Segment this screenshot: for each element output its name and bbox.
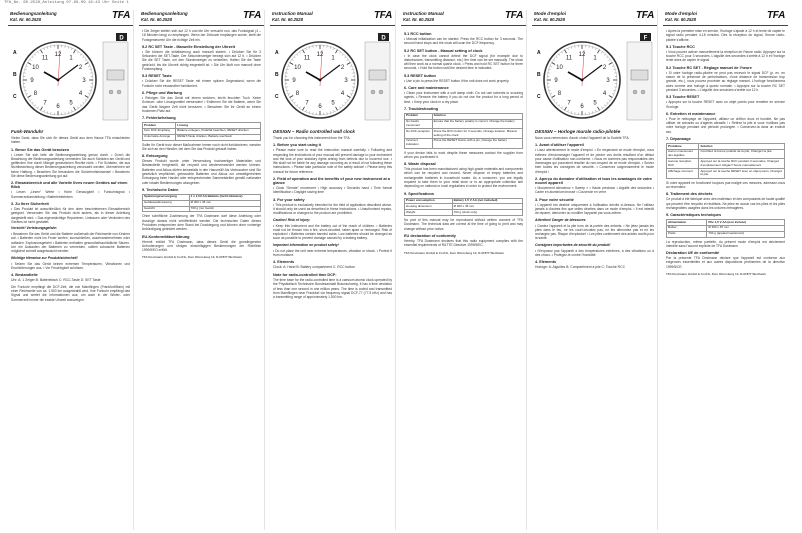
table-cell: 1 x 1,5V AA Batterie (nicht inklusive) xyxy=(189,194,260,200)
column-body xyxy=(139,26,264,259)
clock-numeral: 5 xyxy=(69,100,73,107)
section-heading: 9. Technische Daten xyxy=(142,187,179,192)
info-table xyxy=(666,219,785,237)
clock-numeral: 7 xyxy=(305,100,309,107)
paragraph: • In case the clock cannot detect the DCF signal (for example due to disturbances, transmitting distance, etc.) the time can be set manually. The clock will then work as a normal quartz clock. • Press and hold RC SET button for three seconds. • Hold the button until the desired time is indicated. xyxy=(404,53,523,71)
info-table xyxy=(142,122,261,140)
clock-numeral: 10 xyxy=(294,65,301,72)
column-title: Instruction Manual xyxy=(272,11,313,16)
manual-column xyxy=(663,10,788,530)
section-heading: 9. Caractéristiques techniques xyxy=(666,213,722,218)
clock-numeral: 7 xyxy=(43,100,47,107)
column-body xyxy=(270,26,395,299)
table-cell: Ø 300 x 45 mm xyxy=(452,204,522,210)
info-table xyxy=(404,113,523,149)
set-button xyxy=(641,90,645,94)
clock-illustration xyxy=(273,32,392,125)
table-cell: Lösung xyxy=(176,123,261,129)
table-row xyxy=(667,149,785,159)
column-body xyxy=(8,26,133,302)
info-table xyxy=(142,194,261,212)
paragraph: Nous vous remercions d'avoir choisi l'appareil de la Société TFA. xyxy=(535,136,630,140)
part-label-c: C xyxy=(275,94,279,100)
paragraph: • Vous pouvez activer manuellement la réception de l'heure radio. Appuyez sur la touche RCC pour 3 secondes. L'aiguille des secondes s'arrête à 12 h et l'horloge tente alors de capter le signal. xyxy=(666,49,785,63)
section-heading: 3. Pour votre sécurité xyxy=(535,197,574,202)
table-cell: Gewicht xyxy=(143,206,190,212)
paragraph: Ce produit a été fabriqué avec des matériaux et des composants de haute qualité qui peuvent être recyclés et réutilisés. Ne jetez en aucun cas les piles et les piles rechargeables usagées dans les ordures ménagères. xyxy=(666,197,785,210)
set-button xyxy=(117,90,121,94)
model-number: Kat. Nr. 60.2528 xyxy=(534,17,565,22)
part-label-c: C xyxy=(537,94,541,100)
manual-column xyxy=(401,10,527,530)
table-cell: 700 g (appareil seulement) xyxy=(707,231,785,237)
warning-heading: Attention! Danger de blessures: xyxy=(535,217,587,222)
part-label-b: B xyxy=(537,72,541,78)
clock-numeral: 4 xyxy=(340,91,345,98)
table-cell: Aucune réception DCF xyxy=(667,159,699,169)
table-cell: Problem xyxy=(405,113,433,119)
column-header xyxy=(532,10,657,26)
clock-numeral: 1 xyxy=(593,55,597,62)
table-row xyxy=(143,134,261,140)
table-row xyxy=(667,169,785,179)
paragraph: • Gardez l'appareil et la pile hors de la portée des enfants. • Ne jetez jamais les piles dans le feu, ne les court-circuitez pas, ne les démontez pas et ne les rechargez pas. Risque d'explosion! • Les piles contiennent des acides nocifs pour la santé. xyxy=(535,223,654,241)
paragraph: • Manual initialization can be started. Press the RCC button for 3 seconds. The second hand stops and the clock will scan the DCF frequency. xyxy=(404,37,523,46)
warning-heading: Wichtige Hinweise zur Produktsicherheit! xyxy=(11,255,78,260)
section-heading: 7. Fehlerbehebung xyxy=(142,116,176,121)
paragraph: Dieses Produkt wurde unter Verwendung hochwertiger Materialien und Bestandteile hergestellt, die recycelt und wiederverwendet werden können. Batterien und Akkus dürfen keinesfalls in den Hausmüll! Als Verbraucher sind Sie gesetzlich verpflichtet, gebrauchte Batterien und Akkus zur umweltgerechten Entsorgung beim Handel oder entsprechenden Sammelstellen gemäß nationaler oder lokaler Bestimmungen abzugeben. xyxy=(142,159,261,185)
paragraph: • Lesen „Lesen“ Werte • Hohe Genauigkeit • Funkuhrsignal • Sommerzeitumstellung • Batteriebetrieben xyxy=(11,190,130,199)
clock-numeral: 12 xyxy=(54,52,62,59)
clock-back-panel xyxy=(627,42,652,120)
brand-logo: TFA xyxy=(112,10,130,21)
table-cell: 700 g (clock only) xyxy=(452,210,522,216)
pdf-header: TFA_No. 60.2528_Anleitung 07.09.09 16:43 Uhr Seite 1 xyxy=(4,1,129,5)
paragraph: • This product is exclusively intended for the field of application described above. It should only be used as described in these instructions. • Unauthorised repairs, modifications or changes to the product are prohibited. xyxy=(273,202,392,216)
column-header xyxy=(8,10,133,26)
clock-numeral: 3 xyxy=(344,78,348,85)
column-body xyxy=(401,26,526,255)
table-cell: Poids xyxy=(667,231,707,237)
paragraph: Vielen Dank, dass Sie sich für dieses Gerät aus dem Hause TFA entschieden haben. xyxy=(11,136,130,145)
clock-numeral: 11 xyxy=(565,55,573,62)
part-label-a: A xyxy=(275,50,279,56)
company-footer: TFA Dostmann GmbH & Co.KG, Zum Ottersberg 12, D-97877 Wertheim xyxy=(142,255,243,260)
clock-hub xyxy=(319,79,322,82)
clock-back-panel xyxy=(365,42,390,120)
paragraph: Par la présente TFA Dostmann déclare que l'appareil est conforme aux exigences essentielles et aux autres dispositions pertinentes de la directive 1999/5/CE. xyxy=(666,256,785,269)
table-cell: Appuyez sur la touche RCC pendant 3 secondes, Changez d'emplacement, Réglez l'heure manuellement xyxy=(699,159,785,169)
clock-numeral: 4 xyxy=(602,91,607,98)
table-cell: Press the RESET button with a pin, Change the battery xyxy=(432,138,522,148)
clock-numeral: 2 xyxy=(340,65,345,72)
brand-logo: TFA xyxy=(374,10,392,21)
table-cell: Housing dimension xyxy=(405,204,453,210)
paragraph: • Sie können die Initialisierung auch manuell starten. • Drücken Sie für 3 Sekunden die SET-Taste. Der Sekundenzeiger bewegt sich auf 12 h. • Drücken Sie die SET Taste, um den Stundenzeiger zu verstellen. Halten Sie die Taste gedrückt, bis die Uhrzeit richtig eingestellt ist. • Die Uhr läuft nun manuell ohne Funkempfang. xyxy=(142,49,261,72)
clock-svg xyxy=(535,32,654,125)
section-heading: 4. Bestandteile xyxy=(11,273,38,278)
clock-numeral: 8 xyxy=(33,91,38,98)
model-number: Kat. Nr. 60.2528 xyxy=(403,17,434,22)
paragraph: • Clock “Senate” movement • High accuracy • Seconds hand • Time format identification • Daylight saving time xyxy=(273,186,392,195)
document-heading: DESIGN – Horloge murale radio-pilotée xyxy=(535,129,621,134)
table-row xyxy=(405,210,523,216)
section-heading: 4. Elements xyxy=(273,260,295,265)
column-header xyxy=(139,10,264,26)
info-table xyxy=(666,143,785,179)
clock-numeral: 11 xyxy=(303,55,311,62)
section-heading: 2. Aperçu du domaine d'utilisation et tous les avantages de votre nouvel appareil xyxy=(535,177,653,186)
section-heading: 7. Troubleshooting xyxy=(404,106,438,111)
table-cell: Kein DCF-Empfang xyxy=(143,128,176,134)
column-title: Mode d'emploi xyxy=(665,11,697,16)
section-heading: 8. Waste disposal xyxy=(404,162,436,167)
part-label-b: B xyxy=(13,72,17,78)
table-cell: Incorrect indication xyxy=(405,138,433,148)
paragraph: • Bewahren Sie das Gerät und die Batterie außerhalb der Reichweite von Kindern auf. • Batterien nicht ins Feuer werfen, kurzschließen, auseinandernehmen oder aufladen. Explosionsgefahr! • Batterien enthalten gesundheitsschädliche Säuren. Um ein Auslaufen der Batterien zu vermeiden, sollten schwache Batterien möglichst schnell ausgetauscht werden. xyxy=(11,232,130,254)
paragraph: Ohne schriftliche Zustimmung der TFA Dostmann darf diese Anleitung oder Auszüge daraus nicht veröffentlicht werden. Die technischen Daten dieses Produktes entsprechen dem Stand bei Drucklegung und können ohne vorherige Ankündigung geändert werden. xyxy=(142,214,261,232)
clock-numeral: 5 xyxy=(331,100,335,107)
info-table xyxy=(404,198,523,216)
section-heading: 1. Avant d'utiliser l'appareil xyxy=(535,143,584,148)
paragraph: • Pour le nettoyage de l'appareil, utilisez un chiffon doux et humide. Ne pas utiliser de solvants ou d'agents abrasifs ! • Retirez la pile si vous n'utilisez pas votre horloge pendant une période prolongée. • Conservez-la dans un endroit sec. xyxy=(666,116,785,134)
clock-hub xyxy=(581,79,584,82)
column-title: Bedienungsanleitung xyxy=(141,11,188,16)
clock-numeral: 1 xyxy=(331,55,335,62)
model-number: Kat. Nr. 60.2528 xyxy=(665,17,696,22)
paragraph: • Drücken Sie die RESET Taste mit einem spitzen Gegenstand, wenn die Funkuhr nicht einwandfrei funktioniert. xyxy=(142,79,261,88)
clock-back-panel xyxy=(103,42,128,120)
parts-list: Clock: A: Hand B: Battery compartment C: RCC button xyxy=(273,265,355,270)
section-heading: 3. For your safety xyxy=(273,197,305,202)
model-number: Kat. Nr. 60.2528 xyxy=(272,17,303,22)
document-heading: DESIGN – Radio controlled wall clock xyxy=(273,129,355,134)
clock-numeral: 11 xyxy=(41,55,49,62)
table-cell: Ø 300 x 45 mm xyxy=(707,225,785,231)
column-body xyxy=(663,26,788,276)
paragraph: Thank you for choosing this instrument from the TFA. xyxy=(273,136,351,140)
clock-hub xyxy=(57,79,60,82)
section-heading: 8. Traitement des déchets xyxy=(666,192,713,197)
paragraph: • Keep this instrument and the battery out of the reach of children. • Batteries must not be thrown into a fire, short-circuited, taken apart or recharged. Risk of explosion! • Batteries contain harmful acids. Low batteries should be changed as soon as possible to prevent damage caused by a leaking battery. xyxy=(273,223,392,241)
clock-numeral: 12 xyxy=(578,52,586,59)
paragraph: • Reinigen Sie das Gerät mit einem weichen, leicht feuchten Tuch. Keine Scheuer- oder Lösungsmittel verwenden! • Entfernen Sie die Batterie, wenn Sie das Gerät längere Zeit nicht benutzen. • Bewahren Sie Ihr Gerät an einem trockenen Platz auf. xyxy=(142,95,261,113)
warning-heading: Caution! Risk of injury: xyxy=(273,217,311,222)
table-cell: RESET-Taste drücken, Batterie wechseln xyxy=(176,134,261,140)
section-heading: 5.3 RESET Taste xyxy=(142,74,172,79)
table-row xyxy=(405,129,523,139)
table-cell: Weight xyxy=(405,210,453,216)
paragraph: • Mouvement silencieux « Sweep » • Haute précision • Aiguille des secondes • Cadre en aluminium brossé • Couvercle en verre xyxy=(535,186,654,195)
part-label-a: A xyxy=(13,50,17,56)
rcc-button xyxy=(633,90,637,94)
section-heading: 2. Field of operation and the benefits of your new instrument at a glance xyxy=(273,177,390,186)
manual-column xyxy=(270,10,396,530)
table-row xyxy=(405,119,523,129)
language-tag: D xyxy=(119,35,124,42)
brand-logo: TFA xyxy=(767,10,785,21)
paragraph: La reproduction, même partielle, du présent mode d'emploi est strictement interdite sans l'accord explicite de TFA Dostmann. xyxy=(666,239,785,248)
section-heading: 6. Pflege und Wartung xyxy=(142,90,182,95)
clock-numeral: 12 xyxy=(316,52,324,59)
table-cell: Ensure that the battery polarity is correct, Change the battery xyxy=(432,119,522,129)
table-cell: Unkorrekte Anzeige xyxy=(143,134,176,140)
paragraph: • Appuyez sur la touche RESET avec un objet pointu pour remettre en service l'horloge. xyxy=(666,100,785,109)
section-heading: 1. Before you start using it xyxy=(273,143,321,148)
paragraph: Hiermit erklärt TFA Dostmann, dass dieses Gerät die grundlegenden Anforderungen und übrigen einschlägigen Bestimmungen der Richtlinie 1999/5/EG erfüllt. xyxy=(142,239,261,253)
manual-column xyxy=(8,10,134,530)
section-heading: 6. Entretien et maintenance xyxy=(666,111,716,116)
section-heading: 5.3 RESET button xyxy=(404,73,436,78)
clock-numeral: 5 xyxy=(593,100,597,107)
language-tag: D xyxy=(381,35,386,42)
table-row xyxy=(405,138,523,148)
manual-column xyxy=(139,10,265,530)
clock-numeral: 3 xyxy=(606,78,610,85)
paragraph: • Please make sure to read the instruction manual carefully. • Following and respecting the instructions of your manual will prevent damage to your instrument and the loss of your statutory rights arising from defects due to incorrect use. • We shall not be liable for any damage occurring as a result of not following these instructions. • Please take particular note of the safety advice! • Please keep this manual for future reference. xyxy=(273,148,392,174)
table-cell: Problème xyxy=(667,144,699,150)
column-header xyxy=(270,10,395,26)
table-cell: Boîtier xyxy=(667,225,707,231)
table-cell: Affichage incorrect xyxy=(667,169,699,179)
paragraph: Si votre appareil ne fonctionne toujours pas malgré ces mesures, adressez-vous au revendeur. xyxy=(666,180,785,189)
clock-numeral: 8 xyxy=(557,91,562,98)
language-tag: F xyxy=(643,35,648,42)
column-header xyxy=(401,10,526,26)
warning-heading: Consignes importantes de sécurité du produit! xyxy=(535,242,611,247)
table-cell: Power consumption xyxy=(405,198,453,204)
model-number: Kat. Nr. 60.2528 xyxy=(141,17,172,22)
paragraph: • Après la première mise en service, l'horloge s'ajuste à 12 h et tente de capter le signal radio pendant 4-18 minutes. Dès la réception du signal, l'heure radio-pilotée s'affiche. xyxy=(666,29,785,42)
clock-numeral: 8 xyxy=(295,91,300,98)
section-heading: 9. Specifications xyxy=(404,191,434,196)
brand-logo: TFA xyxy=(505,10,523,21)
table-row xyxy=(667,231,785,237)
clock-numeral: 6 xyxy=(56,104,60,111)
table-cell: Problem xyxy=(143,123,176,129)
part-label-c: C xyxy=(13,94,17,100)
set-button xyxy=(379,90,383,94)
table-cell: Aucun mouvement des aiguilles xyxy=(667,149,699,159)
table-cell: Solution xyxy=(432,113,522,119)
clock-numeral: 10 xyxy=(556,65,563,72)
paragraph: • Use a pin to press the RESET button if the unit does not work properly. xyxy=(404,78,510,83)
clock-numeral: 4 xyxy=(78,91,83,98)
section-heading: 4. Eléments xyxy=(535,260,557,265)
parts-list: Uhr: A: 1 Zeiger B: Batteriefach C: RCC-Taste D: SET Taste xyxy=(11,278,101,283)
section-heading: 8. Entsorgung xyxy=(142,154,168,159)
paragraph: Hereby, TFA Dostmann declares that this radio equipment complies with the essential requirements of R&TTE Directive 1999/5/EC. xyxy=(404,238,523,248)
rcc-button xyxy=(109,90,113,94)
section-heading: 5.3 Touche RESET xyxy=(666,95,700,100)
table-row xyxy=(143,206,261,212)
clock-numeral: 3 xyxy=(82,78,86,85)
column-title: Bedienungsanleitung xyxy=(10,11,57,16)
brand-logo: TFA xyxy=(243,10,261,21)
paragraph: • Si votre horloge radio-pilotée ne peut pas recevoir le signal DCF (p. ex. en raison de la présence de perturbations, d'une distance de transmission trop grande, etc.), vous pouvez procéder au réglage manuel. L'horloge fonctionnera alors comme une horloge à quartz normale. • Appuyez sur la touche RC SET pendant 3 secondes. • L'aiguille des secondes s'arrête sur 12 h. xyxy=(666,70,785,92)
clock-svg xyxy=(11,32,130,125)
paragraph: • Do not place the unit near extreme temperatures, vibration or shock. • Protect it from moisture. xyxy=(273,248,392,258)
table-row xyxy=(667,159,785,169)
clock-numeral: 9 xyxy=(30,78,34,85)
company-footer: TFA Dostmann GmbH & Co.KG, Zum Ottersberg 12, D-97877 Wertheim xyxy=(666,271,767,276)
clock-numeral: 10 xyxy=(32,65,39,72)
clock-numeral: 2 xyxy=(602,65,607,72)
rcc-button xyxy=(371,90,375,94)
table-cell: Spannungsversorgung xyxy=(143,194,190,200)
paragraph: Die Funkuhr empfängt die DCF-Zeit, die von Mainflingen (Frankfurt/Main) mit einer Reichweite von ca. 1.500 km ausgestrahlt wird. Ihre Funkuhr empfängt das Signal und wertet die Informationen aus, um auch in der Winter- oder Sommerzeit immer die exakte Uhrzeit anzuzeigen. xyxy=(11,284,130,302)
paragraph: • Setzen Sie das Gerät keinen extremen Temperaturen, Vibrationen und Erschütterungen aus. • Vor Feuchtigkeit schützen. xyxy=(11,261,130,270)
parts-list: Horloge: A: Aiguilles B: Compartiment à pile C: Touche RCC xyxy=(535,265,626,270)
table-cell: 700 g (nur Gerät) xyxy=(189,206,260,212)
section-heading: 6. Care and maintenance xyxy=(404,86,449,91)
clock-numeral: 2 xyxy=(78,65,83,72)
column-header xyxy=(663,10,788,26)
part-label-b: B xyxy=(275,72,279,78)
column-title: Instruction Manual xyxy=(403,11,444,16)
paragraph: • Lisez attentivement le mode d'emploi. • En respectant ce mode d'emploi, vous éviterez d'endommager l'appareil et de perdre vos droits résultant d'un défaut pour cause d'utilisation non-conforme. • Nous ne sommes pas responsables des dommages qui pourraient résulter du non-respect de ce mode d'emploi. • Suivez bien toutes les consignes de sécurité. • Conservez soigneusement le mode d'emploi ! xyxy=(535,148,654,174)
clock-svg xyxy=(273,32,392,125)
table-cell: Solution xyxy=(699,144,785,150)
section-heading: 2. Einsatzbereich und alle Vorteile Ihres neuen Gerätes auf einen Blick xyxy=(11,181,128,190)
section-heading: 3. Zu Ihrer Sicherheit xyxy=(11,201,49,206)
section-heading: 5.1 Touche RCC xyxy=(666,44,695,49)
clock-numeral: 9 xyxy=(292,78,296,85)
clock-numeral: 7 xyxy=(567,100,571,107)
table-cell: No hands movement xyxy=(405,119,433,129)
clock-numeral: 6 xyxy=(580,104,584,111)
warning-heading: Important information on product safety! xyxy=(273,242,339,247)
table-cell: Gehäuseabmessung xyxy=(143,200,190,206)
brand-logo: TFA xyxy=(636,10,654,21)
section-heading: Note for radio-controlled time DCF: xyxy=(273,272,337,277)
battery-compartment xyxy=(631,70,648,80)
model-number: Kat. Nr. 60.2528 xyxy=(10,17,41,22)
part-label-a: A xyxy=(537,50,541,56)
section-heading: Déclaration UE de conformité xyxy=(666,251,720,256)
manual-column xyxy=(532,10,658,530)
paragraph: Sollte Ihr Gerät trotz dieser Maßnahmen immer noch nicht funktionieren, wenden Sie sich an den Händler, bei dem Sie das Produkt gekauft haben. xyxy=(142,142,261,151)
paragraph: • L'appareil est destiné uniquement à l'utilisation décrite ci-dessus. Ne l'utilisez jamais à d'autres fins que celles décrites dans ce mode d'emploi. • Il est interdit de réparer, démonter ou modifier l'appareil par vous-même. xyxy=(535,202,654,216)
table-cell: No DCF reception xyxy=(405,129,433,139)
battery-compartment xyxy=(107,70,124,80)
paragraph: This product has been manufactured using high-grade materials and components which can be recycled and reused. Never dispose of empty batteries and rechargeable batteries in household waste. As a consumer, you are legally required to take them to your retail store or to an appropriate collection site depending on national or local regulations in order to protect the environment. xyxy=(404,167,523,189)
paragraph: No part of this manual may be reproduced without written consent of TFA Dostmann. The technical data are correct at the time of going to print and may change without prior notice. xyxy=(404,218,523,231)
column-body xyxy=(532,26,657,270)
clock-numeral: 1 xyxy=(69,55,73,62)
table-cell: Appuyez sur la touche RESET avec un objet pointu, Changez la pile xyxy=(699,169,785,179)
table-cell: Alimentation xyxy=(667,220,707,226)
clock-illustration xyxy=(535,32,654,125)
paragraph: • Lesen Sie sich bitte die Bedienungsanleitung genau durch. • Durch die Beachtung der Bedienungsanleitung vermeiden Sie auch Schäden am Gerät und gefährden Ihre durch Mängel gesetzlichen Rechte nicht. • Für Schäden, die aus Nichtbeachtung dieser Bedienungsanleitung verursacht werden, übernehmen wir keine Haftung. • Beachten Sie besonders die Sicherheitshinweise! • Bewahren Sie diese Bedienungsanleitung gut auf. xyxy=(11,152,130,179)
table-cell: Contrôlez la bonne polarité de la pile, Changez la pile xyxy=(699,149,785,159)
section-heading: 5.1 RCC button xyxy=(404,32,432,36)
clock-numeral: 9 xyxy=(554,78,558,85)
company-footer: TFA Dostmann GmbH & Co.KG, Zum Ottersberg 12, D-97877 Wertheim xyxy=(404,250,505,255)
paragraph: • N'exposez pas l'appareil à des températures extrêmes, à des vibrations ou à des chocs. • Protégez-le contre l'humidité. xyxy=(535,248,654,258)
paragraph: • Das Produkt ist ausschließlich für den oben beschriebenen Einsatzbereich geeignet. Verwenden Sie das Produkt nicht anders, als in dieser Anleitung dargestellt wird. • Das eigenmächtige Reparieren, Umbauen oder Verändern des Gerätes ist nicht gestattet. xyxy=(11,206,130,224)
section-heading: 5.2 RC SET Taste - Manuelle Einstellung der Uhrzeit xyxy=(142,44,235,49)
clock-illustration xyxy=(11,32,130,125)
section-heading: 5.2 RC SET button - Manual setting of clock xyxy=(404,48,483,53)
clock-numeral: 6 xyxy=(318,104,322,111)
table-cell: Battery 1,5 V AA (not included) xyxy=(452,198,522,204)
battery-compartment xyxy=(369,70,386,80)
paragraph: The time base for the radio-controlled time is a caesium atomic clock operated by the Physikalisch Technische Bundesanstalt Braunschweig. It has a time deviation of less than one second in one million years. The time is coded and transmitted from Mainflingen near Frankfurt via frequency signal DCF-77 (77.5 kHz) and has a transmitting range of approximately 1,500 km. xyxy=(273,277,392,300)
paragraph: • Clean your instrument with a soft damp cloth. Do not use solvents or scouring agents. • Remove the battery if you do not use the product for a long period of time. • Keep your clock in a dry place. xyxy=(404,91,523,104)
column-title: Mode d'emploi xyxy=(534,11,566,16)
section-heading: 1. Bevor Sie das Gerät benutzen xyxy=(11,147,70,152)
warning-heading: Vorsicht! Verletzungsgefahr: xyxy=(11,226,58,231)
table-cell: Press the RCC button for 3 seconds, Change location, Manual setting of the clock xyxy=(432,129,522,139)
document-heading: Funk-Wanduhr xyxy=(11,129,44,134)
paragraph: • Die Zeiger stellen sich auf 12 h und die Uhr versucht nun, das Funksignal (4 – 18 Minuten lang) zu empfangen. Wenn der Zeitcode empfangen wurde, stellt die Funkgesteuerte Uhr die richtige Zeit ein. xyxy=(142,29,261,42)
paragraph: If your device fails to work despite these measures contact the supplier from whom you purchased it. xyxy=(404,150,523,159)
section-heading: 7. Dépannage xyxy=(666,137,691,142)
table-cell: Pile 1,5 V AA (non incluse) xyxy=(707,220,785,226)
section-heading: EU declaration of conformity xyxy=(404,233,456,238)
section-heading: 5.2 Touche RC SET - Réglage manuel de l'heure xyxy=(666,65,752,70)
section-heading: EU-Konformitätserklärung xyxy=(142,234,190,239)
table-cell: Batterie einlegen, Polarität beachten, RESET drücken xyxy=(176,128,261,134)
table-cell: Ø 300 x 45 mm xyxy=(189,200,260,206)
